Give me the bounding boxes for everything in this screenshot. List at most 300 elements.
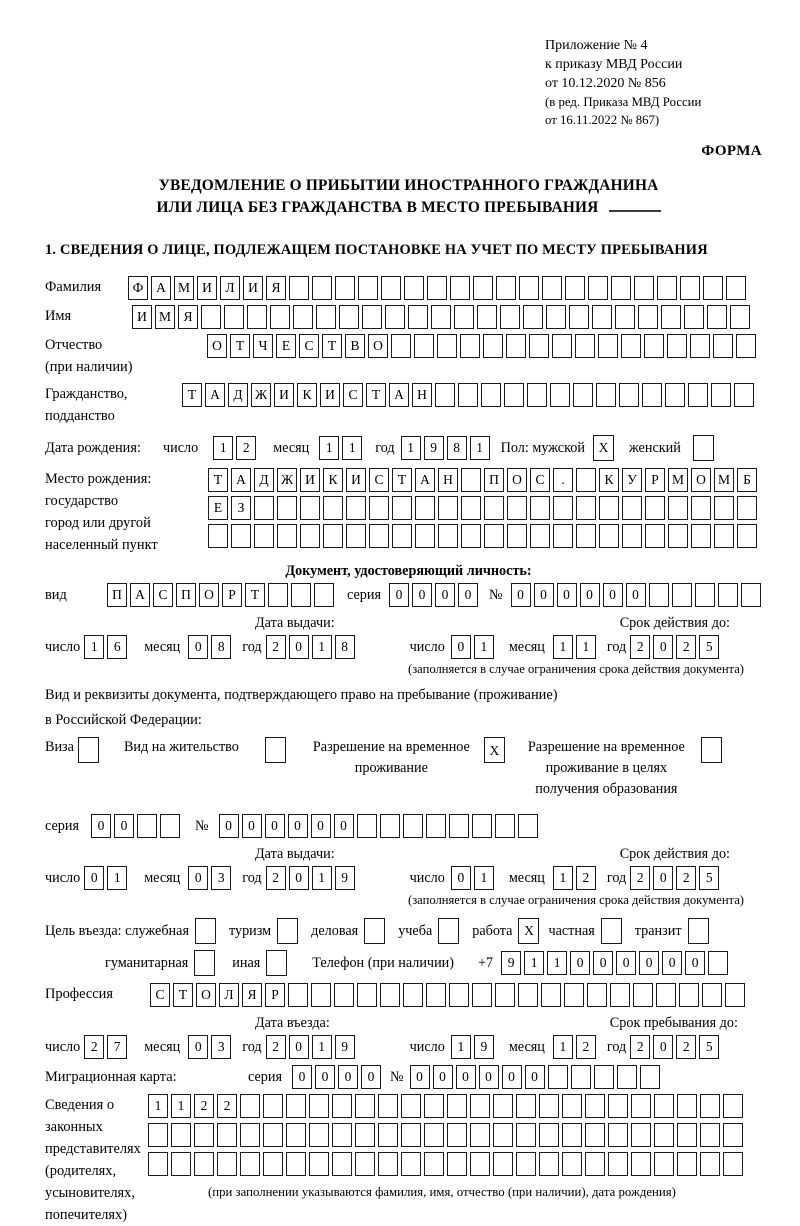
char-cell[interactable]: О <box>507 468 527 492</box>
char-cell[interactable] <box>195 918 216 944</box>
char-cell[interactable] <box>708 951 728 975</box>
char-cell[interactable] <box>516 1152 536 1176</box>
char-cell[interactable]: 1 <box>312 1035 332 1059</box>
char-cell[interactable] <box>541 983 561 1007</box>
char-cell[interactable] <box>493 1123 513 1147</box>
char-cell[interactable] <box>470 1123 490 1147</box>
char-cell[interactable] <box>736 334 756 358</box>
char-cell[interactable] <box>378 1094 398 1118</box>
char-cell[interactable]: О <box>196 983 216 1007</box>
char-cell[interactable]: А <box>151 276 171 300</box>
char-cell[interactable] <box>493 1094 513 1118</box>
char-cell[interactable]: С <box>150 983 170 1007</box>
char-cell[interactable] <box>415 524 435 548</box>
char-cell[interactable]: И <box>274 383 294 407</box>
char-cell[interactable] <box>507 496 527 520</box>
char-cell[interactable] <box>608 1152 628 1176</box>
char-cell[interactable] <box>707 305 727 329</box>
char-cell[interactable] <box>208 524 228 548</box>
char-cell[interactable] <box>649 583 669 607</box>
char-cell[interactable]: 1 <box>84 635 104 659</box>
char-cell[interactable] <box>693 435 714 461</box>
char-cell[interactable] <box>601 918 622 944</box>
char-cell[interactable] <box>309 1094 329 1118</box>
char-cell[interactable] <box>385 305 405 329</box>
char-cell[interactable]: И <box>300 468 320 492</box>
char-cell[interactable]: 7 <box>107 1035 127 1059</box>
char-cell[interactable] <box>78 737 99 763</box>
char-cell[interactable]: 0 <box>653 866 673 890</box>
char-cell[interactable]: Ж <box>277 468 297 492</box>
char-cell[interactable] <box>734 383 754 407</box>
char-cell[interactable]: 2 <box>236 436 256 460</box>
char-cell[interactable]: Д <box>228 383 248 407</box>
char-cell[interactable]: А <box>415 468 435 492</box>
char-cell[interactable] <box>194 950 215 976</box>
char-cell[interactable] <box>599 496 619 520</box>
char-cell[interactable]: М <box>155 305 175 329</box>
char-cell[interactable]: 2 <box>194 1094 214 1118</box>
char-cell[interactable]: 1 <box>474 635 494 659</box>
char-cell[interactable] <box>714 524 734 548</box>
char-cell[interactable]: 0 <box>361 1065 381 1089</box>
char-cell[interactable]: 0 <box>289 866 309 890</box>
char-cell[interactable]: 0 <box>685 951 705 975</box>
char-cell[interactable] <box>661 305 681 329</box>
char-cell[interactable]: 2 <box>217 1094 237 1118</box>
char-cell[interactable]: 0 <box>389 583 409 607</box>
char-cell[interactable] <box>633 983 653 1007</box>
char-cell[interactable] <box>631 1152 651 1176</box>
char-cell[interactable] <box>688 383 708 407</box>
char-cell[interactable] <box>608 1123 628 1147</box>
char-cell[interactable]: Е <box>208 496 228 520</box>
char-cell[interactable] <box>332 1094 352 1118</box>
char-cell[interactable] <box>381 276 401 300</box>
char-cell[interactable]: 5 <box>699 1035 719 1059</box>
char-cell[interactable] <box>654 1123 674 1147</box>
char-cell[interactable] <box>263 1094 283 1118</box>
char-cell[interactable] <box>518 983 538 1007</box>
char-cell[interactable]: 0 <box>593 951 613 975</box>
char-cell[interactable]: 2 <box>266 1035 286 1059</box>
char-cell[interactable]: О <box>368 334 388 358</box>
char-cell[interactable]: 2 <box>630 1035 650 1059</box>
char-cell[interactable] <box>631 1123 651 1147</box>
char-cell[interactable]: Р <box>222 583 242 607</box>
char-cell[interactable]: 1 <box>401 436 421 460</box>
char-cell[interactable]: 0 <box>289 1035 309 1059</box>
char-cell[interactable] <box>369 496 389 520</box>
char-cell[interactable] <box>346 524 366 548</box>
char-cell[interactable] <box>392 524 412 548</box>
char-cell[interactable] <box>339 305 359 329</box>
char-cell[interactable]: X <box>484 737 505 763</box>
char-cell[interactable] <box>599 524 619 548</box>
char-cell[interactable]: X <box>518 918 539 944</box>
char-cell[interactable] <box>677 1152 697 1176</box>
char-cell[interactable] <box>414 334 434 358</box>
char-cell[interactable] <box>677 1094 697 1118</box>
char-cell[interactable] <box>438 918 459 944</box>
char-cell[interactable] <box>362 305 382 329</box>
char-cell[interactable] <box>355 1152 375 1176</box>
char-cell[interactable] <box>277 524 297 548</box>
char-cell[interactable]: Д <box>254 468 274 492</box>
char-cell[interactable] <box>657 276 677 300</box>
char-cell[interactable] <box>585 1152 605 1176</box>
char-cell[interactable]: 1 <box>342 436 362 460</box>
char-cell[interactable] <box>194 1123 214 1147</box>
char-cell[interactable] <box>231 524 251 548</box>
char-cell[interactable] <box>171 1123 191 1147</box>
char-cell[interactable] <box>300 496 320 520</box>
char-cell[interactable]: И <box>197 276 217 300</box>
char-cell[interactable] <box>449 983 469 1007</box>
char-cell[interactable] <box>346 496 366 520</box>
char-cell[interactable]: 1 <box>553 1035 573 1059</box>
char-cell[interactable] <box>392 496 412 520</box>
char-cell[interactable] <box>701 737 722 763</box>
char-cell[interactable] <box>403 983 423 1007</box>
char-cell[interactable] <box>504 383 524 407</box>
char-cell[interactable]: 8 <box>335 635 355 659</box>
char-cell[interactable] <box>608 1094 628 1118</box>
char-cell[interactable] <box>615 305 635 329</box>
char-cell[interactable]: 0 <box>412 583 432 607</box>
char-cell[interactable]: 1 <box>312 635 332 659</box>
char-cell[interactable] <box>160 814 180 838</box>
char-cell[interactable] <box>700 1094 720 1118</box>
char-cell[interactable] <box>470 1094 490 1118</box>
char-cell[interactable]: 0 <box>534 583 554 607</box>
char-cell[interactable] <box>415 496 435 520</box>
char-cell[interactable] <box>401 1152 421 1176</box>
char-cell[interactable] <box>438 496 458 520</box>
char-cell[interactable]: 0 <box>626 583 646 607</box>
char-cell[interactable] <box>702 983 722 1007</box>
char-cell[interactable]: 1 <box>213 436 233 460</box>
char-cell[interactable] <box>539 1094 559 1118</box>
char-cell[interactable]: Е <box>276 334 296 358</box>
char-cell[interactable] <box>447 1152 467 1176</box>
char-cell[interactable] <box>454 305 474 329</box>
char-cell[interactable] <box>530 496 550 520</box>
char-cell[interactable]: 1 <box>107 866 127 890</box>
char-cell[interactable] <box>575 334 595 358</box>
char-cell[interactable] <box>553 524 573 548</box>
char-cell[interactable] <box>458 383 478 407</box>
char-cell[interactable] <box>171 1152 191 1176</box>
char-cell[interactable] <box>622 524 642 548</box>
char-cell[interactable]: 2 <box>630 635 650 659</box>
char-cell[interactable]: У <box>622 468 642 492</box>
char-cell[interactable] <box>656 983 676 1007</box>
char-cell[interactable] <box>562 1094 582 1118</box>
char-cell[interactable] <box>334 983 354 1007</box>
char-cell[interactable]: О <box>691 468 711 492</box>
char-cell[interactable]: 9 <box>474 1035 494 1059</box>
char-cell[interactable]: 0 <box>557 583 577 607</box>
char-cell[interactable] <box>288 983 308 1007</box>
char-cell[interactable] <box>529 334 549 358</box>
char-cell[interactable] <box>642 383 662 407</box>
char-cell[interactable] <box>277 496 297 520</box>
char-cell[interactable] <box>654 1152 674 1176</box>
char-cell[interactable] <box>741 583 761 607</box>
char-cell[interactable]: Т <box>208 468 228 492</box>
char-cell[interactable] <box>587 983 607 1007</box>
char-cell[interactable] <box>447 1123 467 1147</box>
char-cell[interactable] <box>654 1094 674 1118</box>
char-cell[interactable] <box>527 383 547 407</box>
char-cell[interactable]: 1 <box>148 1094 168 1118</box>
char-cell[interactable]: К <box>297 383 317 407</box>
char-cell[interactable]: 8 <box>447 436 467 460</box>
char-cell[interactable]: Т <box>173 983 193 1007</box>
char-cell[interactable]: 2 <box>266 635 286 659</box>
char-cell[interactable]: 0 <box>456 1065 476 1089</box>
char-cell[interactable]: 0 <box>265 814 285 838</box>
char-cell[interactable]: П <box>484 468 504 492</box>
char-cell[interactable] <box>335 276 355 300</box>
char-cell[interactable]: 0 <box>580 583 600 607</box>
char-cell[interactable] <box>286 1152 306 1176</box>
char-cell[interactable] <box>619 383 639 407</box>
char-cell[interactable]: 2 <box>676 1035 696 1059</box>
char-cell[interactable] <box>449 814 469 838</box>
char-cell[interactable] <box>588 276 608 300</box>
char-cell[interactable]: И <box>243 276 263 300</box>
char-cell[interactable] <box>703 276 723 300</box>
char-cell[interactable] <box>495 814 515 838</box>
char-cell[interactable]: 1 <box>553 866 573 890</box>
char-cell[interactable] <box>314 583 334 607</box>
char-cell[interactable]: 1 <box>553 635 573 659</box>
char-cell[interactable] <box>286 1094 306 1118</box>
char-cell[interactable]: 2 <box>676 635 696 659</box>
char-cell[interactable] <box>424 1094 444 1118</box>
char-cell[interactable]: 0 <box>410 1065 430 1089</box>
char-cell[interactable] <box>713 334 733 358</box>
char-cell[interactable] <box>679 983 699 1007</box>
char-cell[interactable]: М <box>714 468 734 492</box>
char-cell[interactable]: 2 <box>576 866 596 890</box>
char-cell[interactable]: 1 <box>171 1094 191 1118</box>
char-cell[interactable] <box>268 583 288 607</box>
char-cell[interactable] <box>723 1094 743 1118</box>
char-cell[interactable]: Т <box>366 383 386 407</box>
char-cell[interactable]: 0 <box>511 583 531 607</box>
char-cell[interactable]: 0 <box>292 1065 312 1089</box>
char-cell[interactable]: Т <box>182 383 202 407</box>
char-cell[interactable] <box>542 276 562 300</box>
char-cell[interactable]: 0 <box>91 814 111 838</box>
char-cell[interactable] <box>518 814 538 838</box>
char-cell[interactable]: О <box>207 334 227 358</box>
char-cell[interactable]: . <box>553 468 573 492</box>
char-cell[interactable] <box>247 305 267 329</box>
char-cell[interactable] <box>403 814 423 838</box>
char-cell[interactable]: 1 <box>319 436 339 460</box>
char-cell[interactable] <box>378 1123 398 1147</box>
char-cell[interactable] <box>254 496 274 520</box>
char-cell[interactable]: 9 <box>501 951 521 975</box>
char-cell[interactable] <box>435 383 455 407</box>
char-cell[interactable]: Л <box>219 983 239 1007</box>
char-cell[interactable] <box>725 983 745 1007</box>
char-cell[interactable]: С <box>299 334 319 358</box>
char-cell[interactable] <box>265 737 286 763</box>
char-cell[interactable]: 0 <box>289 635 309 659</box>
char-cell[interactable] <box>460 334 480 358</box>
char-cell[interactable]: С <box>153 583 173 607</box>
char-cell[interactable] <box>634 276 654 300</box>
char-cell[interactable] <box>730 305 750 329</box>
char-cell[interactable]: 9 <box>424 436 444 460</box>
char-cell[interactable] <box>364 918 385 944</box>
char-cell[interactable] <box>426 983 446 1007</box>
char-cell[interactable] <box>645 496 665 520</box>
char-cell[interactable]: И <box>346 468 366 492</box>
char-cell[interactable]: Р <box>265 983 285 1007</box>
char-cell[interactable]: 0 <box>188 1035 208 1059</box>
char-cell[interactable]: 0 <box>653 635 673 659</box>
char-cell[interactable]: 0 <box>603 583 623 607</box>
char-cell[interactable] <box>380 814 400 838</box>
char-cell[interactable] <box>355 1094 375 1118</box>
char-cell[interactable] <box>323 496 343 520</box>
char-cell[interactable] <box>691 496 711 520</box>
char-cell[interactable] <box>594 1065 614 1089</box>
char-cell[interactable] <box>194 1152 214 1176</box>
char-cell[interactable] <box>592 305 612 329</box>
char-cell[interactable] <box>266 950 287 976</box>
char-cell[interactable] <box>263 1152 283 1176</box>
char-cell[interactable]: Н <box>438 468 458 492</box>
char-cell[interactable] <box>585 1094 605 1118</box>
char-cell[interactable] <box>569 305 589 329</box>
char-cell[interactable]: Т <box>392 468 412 492</box>
char-cell[interactable]: 0 <box>662 951 682 975</box>
char-cell[interactable] <box>380 983 400 1007</box>
char-cell[interactable] <box>240 1152 260 1176</box>
char-cell[interactable] <box>723 1123 743 1147</box>
char-cell[interactable] <box>323 524 343 548</box>
char-cell[interactable]: Т <box>230 334 250 358</box>
char-cell[interactable] <box>718 583 738 607</box>
char-cell[interactable]: 5 <box>699 635 719 659</box>
char-cell[interactable] <box>470 1152 490 1176</box>
char-cell[interactable]: П <box>107 583 127 607</box>
char-cell[interactable] <box>523 305 543 329</box>
char-cell[interactable]: 6 <box>107 635 127 659</box>
char-cell[interactable] <box>737 524 757 548</box>
char-cell[interactable] <box>665 383 685 407</box>
char-cell[interactable] <box>638 305 658 329</box>
char-cell[interactable] <box>565 276 585 300</box>
char-cell[interactable]: И <box>320 383 340 407</box>
char-cell[interactable] <box>695 583 715 607</box>
char-cell[interactable] <box>500 305 520 329</box>
char-cell[interactable]: 3 <box>211 1035 231 1059</box>
char-cell[interactable] <box>562 1123 582 1147</box>
char-cell[interactable] <box>148 1123 168 1147</box>
char-cell[interactable] <box>484 496 504 520</box>
char-cell[interactable] <box>622 496 642 520</box>
char-cell[interactable]: 0 <box>451 866 471 890</box>
char-cell[interactable]: 0 <box>188 866 208 890</box>
char-cell[interactable] <box>530 524 550 548</box>
char-cell[interactable] <box>552 334 572 358</box>
char-cell[interactable]: С <box>343 383 363 407</box>
char-cell[interactable] <box>424 1152 444 1176</box>
char-cell[interactable]: В <box>345 334 365 358</box>
char-cell[interactable] <box>240 1094 260 1118</box>
char-cell[interactable] <box>450 276 470 300</box>
char-cell[interactable] <box>539 1123 559 1147</box>
char-cell[interactable]: 1 <box>312 866 332 890</box>
char-cell[interactable]: А <box>231 468 251 492</box>
char-cell[interactable] <box>516 1094 536 1118</box>
char-cell[interactable] <box>481 383 501 407</box>
char-cell[interactable]: К <box>599 468 619 492</box>
char-cell[interactable]: 2 <box>630 866 650 890</box>
char-cell[interactable] <box>610 983 630 1007</box>
char-cell[interactable] <box>437 334 457 358</box>
char-cell[interactable]: О <box>199 583 219 607</box>
char-cell[interactable] <box>691 524 711 548</box>
char-cell[interactable]: 5 <box>699 866 719 890</box>
char-cell[interactable] <box>408 305 428 329</box>
char-cell[interactable] <box>668 496 688 520</box>
char-cell[interactable] <box>426 814 446 838</box>
char-cell[interactable] <box>332 1152 352 1176</box>
char-cell[interactable]: 0 <box>653 1035 673 1059</box>
char-cell[interactable]: 2 <box>576 1035 596 1059</box>
char-cell[interactable] <box>137 814 157 838</box>
char-cell[interactable]: 0 <box>288 814 308 838</box>
char-cell[interactable]: 0 <box>242 814 262 838</box>
char-cell[interactable]: 2 <box>676 866 696 890</box>
char-cell[interactable]: 1 <box>576 635 596 659</box>
char-cell[interactable] <box>550 383 570 407</box>
char-cell[interactable] <box>201 305 221 329</box>
char-cell[interactable] <box>516 1123 536 1147</box>
char-cell[interactable] <box>723 1152 743 1176</box>
char-cell[interactable] <box>611 276 631 300</box>
char-cell[interactable]: Ф <box>128 276 148 300</box>
char-cell[interactable] <box>571 1065 591 1089</box>
char-cell[interactable]: 1 <box>524 951 544 975</box>
char-cell[interactable] <box>357 983 377 1007</box>
char-cell[interactable] <box>668 524 688 548</box>
char-cell[interactable] <box>438 524 458 548</box>
char-cell[interactable] <box>224 305 244 329</box>
char-cell[interactable] <box>690 334 710 358</box>
char-cell[interactable] <box>621 334 641 358</box>
char-cell[interactable]: Ч <box>253 334 273 358</box>
char-cell[interactable]: 0 <box>114 814 134 838</box>
char-cell[interactable] <box>496 276 516 300</box>
char-cell[interactable] <box>311 983 331 1007</box>
char-cell[interactable] <box>576 524 596 548</box>
char-cell[interactable]: 0 <box>502 1065 522 1089</box>
char-cell[interactable]: Н <box>412 383 432 407</box>
char-cell[interactable]: 1 <box>451 1035 471 1059</box>
char-cell[interactable]: С <box>530 468 550 492</box>
char-cell[interactable] <box>447 1094 467 1118</box>
